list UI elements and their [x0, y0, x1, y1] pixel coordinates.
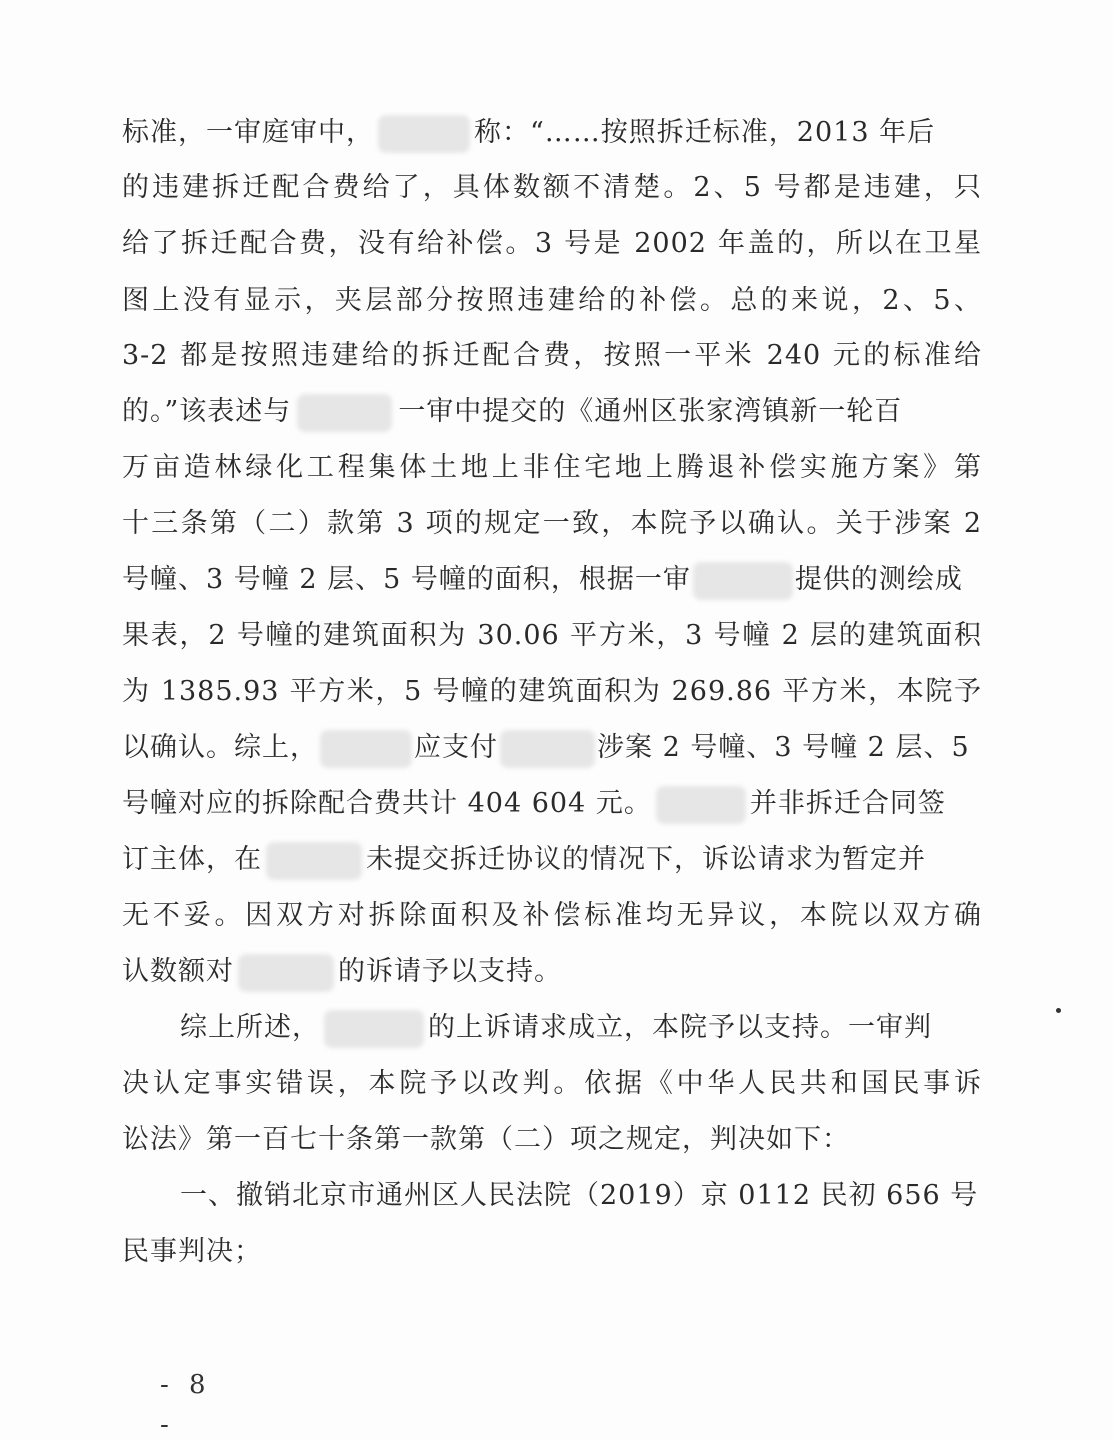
text-line-10: 果表，2 号幢的建筑面积为 30.06 平方米，3 号幢 2 层的建筑面积: [122, 620, 982, 651]
redaction-mark: [297, 394, 392, 432]
text-segment: 涉案 2 号幢、3 号幢 2 层、5: [597, 732, 970, 763]
text-line-2: 的违建拆迁配合费给了，具体数额不清楚。2、5 号都是违建，只: [122, 172, 982, 203]
text-line-1: [122, 111, 982, 155]
text-segment: 的上诉请求成立，本院予以支持。一审判: [428, 1012, 932, 1043]
text-segment: 号幢对应的拆除配合费共计 404 604 元。: [122, 788, 652, 819]
text-line-12: [122, 726, 982, 770]
redaction-mark: [500, 730, 595, 768]
text-segment: 提供的测绘成: [794, 564, 963, 595]
text-line-7: 万亩造林绿化工程集体土地上非住宅地上腾退补偿实施方案》第: [122, 452, 982, 483]
text-segment: 应支付: [414, 732, 498, 763]
text-line-20: 一、撤销北京市通州区人民法院（2019）京 0112 民初 656 号: [180, 1180, 979, 1211]
text-line-11: 为 1385.93 平方米，5 号幢的建筑面积为 269.86 平方米，本院予: [122, 676, 982, 707]
text-line-13: [122, 782, 982, 826]
text-line-19: 讼法》第一百七十条第一款第（二）项之规定，判决如下：: [122, 1124, 850, 1155]
redaction-mark: [656, 786, 746, 824]
redaction-mark: [320, 730, 412, 768]
text-segment: 综上所述，: [180, 1012, 320, 1043]
text-segment: 的。”该表述与: [122, 396, 292, 427]
text-line-16: [122, 950, 982, 994]
text-line-4: 图上没有显示，夹层部分按照违建给的补偿。总的来说，2、5、: [122, 285, 982, 316]
redaction-mark: [266, 842, 362, 880]
text-line-14: [122, 838, 982, 882]
text-line-18: 决认定事实错误，本院予以改判。依据《中华人民共和国民事诉: [122, 1068, 982, 1099]
text-line-6: [122, 390, 982, 434]
redaction-mark: [324, 1010, 424, 1048]
text-segment: 称：“……按照拆迁标准，2013 年后: [474, 117, 936, 148]
text-line-21: 民事判决；: [122, 1236, 262, 1267]
text-line-5: 3-2 都是按照违建给的拆迁配合费，按照一平米 240 元的标准给: [122, 340, 982, 371]
text-segment: 并非拆迁合同签: [749, 788, 946, 819]
scan-speck: [1056, 1008, 1061, 1013]
text-segment: 以确认。综上，: [122, 732, 318, 763]
redaction-mark: [378, 115, 470, 153]
text-line-15: 无不妥。因双方对拆除面积及补偿标准均无异议，本院以双方确: [122, 900, 982, 931]
text-segment: 认数额对: [122, 956, 234, 987]
page-number: - 8 -: [160, 1370, 212, 1440]
redaction-mark: [238, 954, 334, 992]
text-segment: 一审中提交的《通州区张家湾镇新一轮百: [398, 396, 903, 427]
text-segment: 标准，一审庭审中，: [122, 117, 374, 148]
redaction-mark: [693, 562, 793, 600]
text-line-3: 给了拆迁配合费，没有给补偿。3 号是 2002 年盖的，所以在卫星: [122, 228, 982, 259]
text-segment: 的诉请予以支持。: [338, 956, 562, 987]
text-line-9: [122, 558, 982, 602]
text-line-17: [180, 1006, 982, 1050]
text-segment: 号幢、3 号幢 2 层、5 号幢的面积，根据一审: [122, 564, 691, 595]
text-segment: 未提交拆迁协议的情况下，诉讼请求为暂定并: [366, 844, 926, 875]
text-segment: 订主体，在: [122, 844, 262, 875]
text-line-8: 十三条第（二）款第 3 项的规定一致，本院予以确认。关于涉案 2: [122, 508, 982, 539]
